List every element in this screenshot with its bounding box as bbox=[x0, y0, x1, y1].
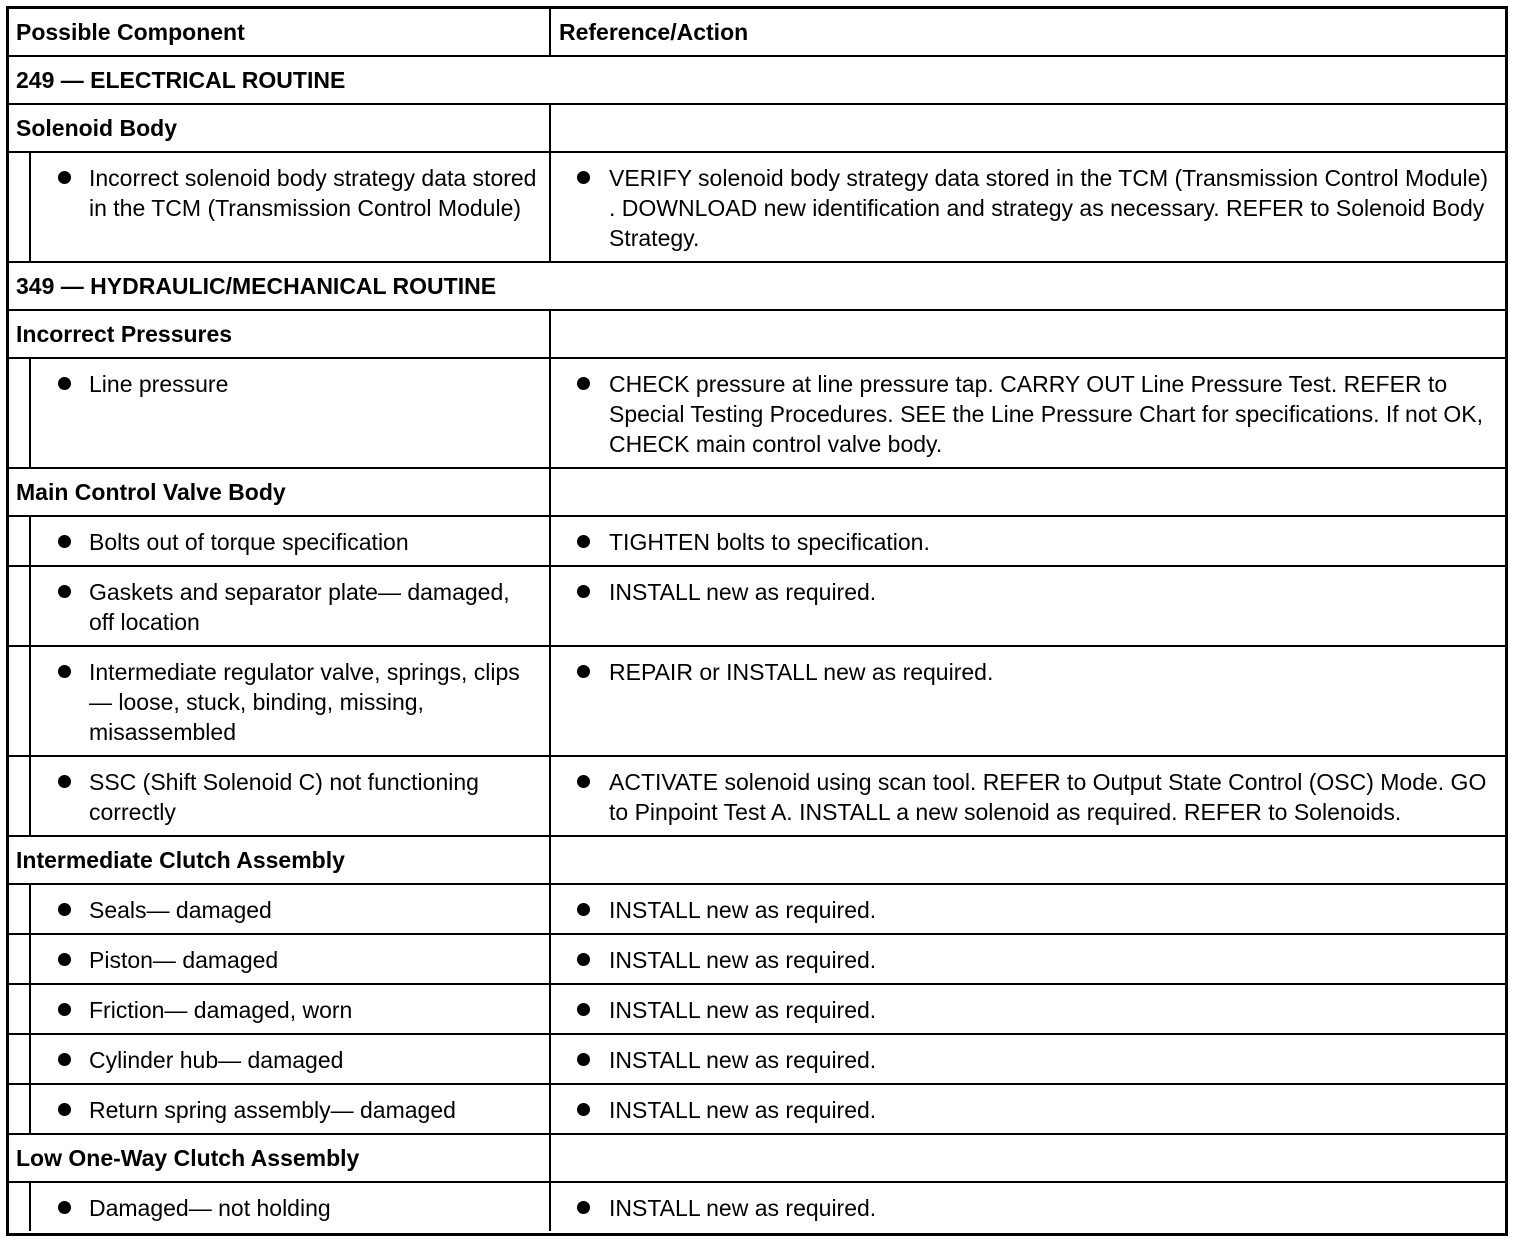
action-item bbox=[551, 359, 1505, 467]
action-cell bbox=[551, 1183, 1505, 1231]
category-row bbox=[9, 469, 1505, 517]
bullet-icon bbox=[577, 585, 590, 598]
indent-margin bbox=[9, 647, 31, 755]
action-cell bbox=[551, 359, 1505, 467]
component-cell bbox=[9, 935, 551, 983]
bullet-icon bbox=[577, 903, 590, 916]
bullet-icon bbox=[58, 1103, 71, 1116]
action-cell bbox=[551, 1035, 1505, 1083]
table-row bbox=[9, 757, 1505, 837]
action-text: ACTIVATE solenoid using scan tool. REFER to Output State Control (OSC) Mode. GO to Pinpoint Test A. INSTALL a new solenoid as required. REFER to Solenoids. bbox=[609, 769, 1487, 825]
action-cell bbox=[551, 1085, 1505, 1133]
action-cell bbox=[551, 935, 1505, 983]
component-text: Return spring assembly— damaged bbox=[89, 1097, 456, 1123]
indent-margin bbox=[9, 757, 31, 835]
action-text: VERIFY solenoid body strategy data stored in the TCM (Transmission Control Module) . DOWNLOAD new identification and strategy as necessary. REFER to Solenoid Body Strategy. bbox=[609, 165, 1489, 251]
action-item bbox=[551, 757, 1505, 835]
component-text: SSC (Shift Solenoid C) not functioning correctly bbox=[89, 769, 479, 825]
diagnostic-table bbox=[6, 6, 1508, 1236]
indent-margin bbox=[9, 1085, 31, 1133]
category-action-empty bbox=[551, 469, 1505, 515]
component-item bbox=[31, 153, 549, 231]
action-text: INSTALL new as required. bbox=[609, 947, 877, 973]
action-item bbox=[551, 935, 1505, 983]
category-title: Low One-Way Clutch Assembly bbox=[9, 1135, 551, 1181]
component-text: Gaskets and separator plate— damaged, off location bbox=[89, 579, 510, 635]
table-row bbox=[9, 567, 1505, 647]
action-cell bbox=[551, 757, 1505, 835]
component-cell bbox=[9, 757, 551, 835]
indent-margin bbox=[9, 1183, 31, 1231]
bullet-icon bbox=[58, 535, 71, 548]
table-header-row bbox=[9, 9, 1505, 57]
action-text: INSTALL new as required. bbox=[609, 997, 877, 1023]
component-item bbox=[31, 1035, 549, 1083]
component-cell bbox=[9, 517, 551, 565]
bullet-icon bbox=[58, 1003, 71, 1016]
component-text: Line pressure bbox=[89, 371, 229, 397]
column-header-component: Possible Component bbox=[9, 9, 551, 55]
category-title: Solenoid Body bbox=[9, 105, 551, 151]
table-row bbox=[9, 517, 1505, 567]
indent-margin bbox=[9, 935, 31, 983]
category-action-empty bbox=[551, 837, 1505, 883]
component-cell bbox=[9, 1085, 551, 1133]
component-item bbox=[31, 1183, 549, 1231]
component-text: Seals— damaged bbox=[89, 897, 272, 923]
routine-row bbox=[9, 263, 1505, 311]
category-action-empty bbox=[551, 1135, 1505, 1181]
table-row bbox=[9, 1035, 1505, 1085]
indent-margin bbox=[9, 1035, 31, 1083]
routine-title: 249 — ELECTRICAL ROUTINE bbox=[16, 67, 346, 93]
routine-title: 349 — HYDRAULIC/MECHANICAL ROUTINE bbox=[16, 273, 497, 299]
action-text: INSTALL new as required. bbox=[609, 1047, 877, 1073]
action-text: REPAIR or INSTALL new as required. bbox=[609, 659, 994, 685]
component-cell bbox=[9, 647, 551, 755]
action-text: INSTALL new as required. bbox=[609, 897, 877, 923]
bullet-icon bbox=[577, 535, 590, 548]
bullet-icon bbox=[577, 1103, 590, 1116]
table-row bbox=[9, 647, 1505, 757]
bullet-icon bbox=[577, 1003, 590, 1016]
bullet-icon bbox=[58, 585, 71, 598]
component-item bbox=[31, 359, 549, 407]
action-item bbox=[551, 1183, 1505, 1231]
action-text: TIGHTEN bolts to specification. bbox=[609, 529, 930, 555]
bullet-icon bbox=[58, 1201, 71, 1214]
category-title: Main Control Valve Body bbox=[9, 469, 551, 515]
action-text: CHECK pressure at line pressure tap. CARRY OUT Line Pressure Test. REFER to Special Testing Procedures. SEE the Line Pressure Chart for specifications. If not OK, CHECK main control valve body. bbox=[609, 371, 1484, 457]
table-row bbox=[9, 153, 1505, 263]
component-text: Damaged— not holding bbox=[89, 1195, 331, 1221]
action-cell bbox=[551, 567, 1505, 645]
component-text: Cylinder hub— damaged bbox=[89, 1047, 344, 1073]
category-row bbox=[9, 105, 1505, 153]
table-row bbox=[9, 935, 1505, 985]
component-item bbox=[31, 757, 549, 835]
component-item bbox=[31, 517, 549, 565]
category-row bbox=[9, 837, 1505, 885]
action-item bbox=[551, 153, 1505, 261]
column-header-action: Reference/Action bbox=[559, 19, 749, 45]
component-cell bbox=[9, 1035, 551, 1083]
category-title: Incorrect Pressures bbox=[9, 311, 551, 357]
component-cell bbox=[9, 153, 551, 261]
component-item bbox=[31, 647, 549, 755]
indent-margin bbox=[9, 517, 31, 565]
action-text: INSTALL new as required. bbox=[609, 1097, 877, 1123]
indent-margin bbox=[9, 359, 31, 467]
bullet-icon bbox=[58, 171, 71, 184]
component-item bbox=[31, 935, 549, 983]
bullet-icon bbox=[577, 171, 590, 184]
action-item bbox=[551, 567, 1505, 615]
indent-margin bbox=[9, 153, 31, 261]
component-text: Incorrect solenoid body strategy data stored in the TCM (Transmission Control Module) bbox=[89, 165, 537, 221]
category-action-empty bbox=[551, 105, 1505, 151]
bullet-icon bbox=[58, 903, 71, 916]
routine-row bbox=[9, 57, 1505, 105]
bullet-icon bbox=[58, 665, 71, 678]
bullet-icon bbox=[577, 377, 590, 390]
indent-margin bbox=[9, 885, 31, 933]
category-title: Intermediate Clutch Assembly bbox=[9, 837, 551, 883]
action-cell bbox=[551, 885, 1505, 933]
component-text: Friction— damaged, worn bbox=[89, 997, 353, 1023]
table-row bbox=[9, 1085, 1505, 1135]
component-item bbox=[31, 567, 549, 645]
bullet-icon bbox=[58, 775, 71, 788]
component-item bbox=[31, 985, 549, 1033]
action-cell bbox=[551, 985, 1505, 1033]
action-item bbox=[551, 1085, 1505, 1133]
component-cell bbox=[9, 985, 551, 1033]
component-item bbox=[31, 885, 549, 933]
category-row bbox=[9, 311, 1505, 359]
bullet-icon bbox=[577, 665, 590, 678]
component-cell bbox=[9, 359, 551, 467]
indent-margin bbox=[9, 985, 31, 1033]
action-text: INSTALL new as required. bbox=[609, 1195, 877, 1221]
action-item bbox=[551, 517, 1505, 565]
table-row bbox=[9, 359, 1505, 469]
component-text: Intermediate regulator valve, springs, clips— loose, stuck, binding, missing, misassembled bbox=[89, 659, 520, 745]
component-item bbox=[31, 1085, 549, 1133]
indent-margin bbox=[9, 567, 31, 645]
bullet-icon bbox=[577, 775, 590, 788]
component-cell bbox=[9, 885, 551, 933]
table-row bbox=[9, 885, 1505, 935]
bullet-icon bbox=[577, 953, 590, 966]
action-cell bbox=[551, 153, 1505, 261]
action-cell bbox=[551, 647, 1505, 755]
table-body bbox=[9, 57, 1505, 1231]
component-cell bbox=[9, 567, 551, 645]
action-item bbox=[551, 885, 1505, 933]
action-item bbox=[551, 647, 1505, 695]
component-text: Piston— damaged bbox=[89, 947, 279, 973]
bullet-icon bbox=[58, 953, 71, 966]
bullet-icon bbox=[577, 1053, 590, 1066]
table-row bbox=[9, 985, 1505, 1035]
action-item bbox=[551, 985, 1505, 1033]
component-text: Bolts out of torque specification bbox=[89, 529, 409, 555]
category-action-empty bbox=[551, 311, 1505, 357]
bullet-icon bbox=[577, 1201, 590, 1214]
action-text: INSTALL new as required. bbox=[609, 579, 877, 605]
table-row bbox=[9, 1183, 1505, 1231]
action-item bbox=[551, 1035, 1505, 1083]
component-cell bbox=[9, 1183, 551, 1231]
category-row bbox=[9, 1135, 1505, 1183]
action-cell bbox=[551, 517, 1505, 565]
bullet-icon bbox=[58, 1053, 71, 1066]
bullet-icon bbox=[58, 377, 71, 390]
